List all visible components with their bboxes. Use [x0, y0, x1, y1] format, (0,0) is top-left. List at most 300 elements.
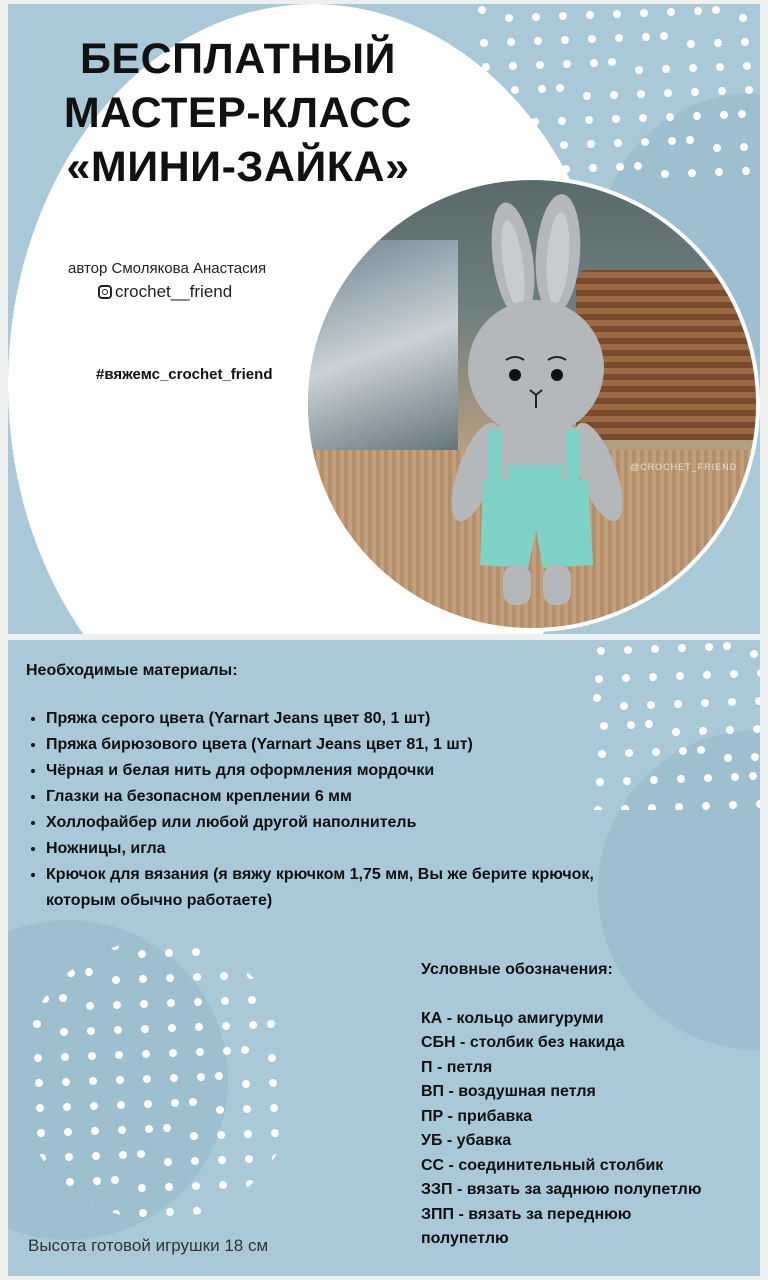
decor-dot — [179, 558, 187, 566]
decor-dot — [34, 1054, 42, 1062]
decor-dot — [720, 111, 728, 119]
decor-dot — [273, 945, 281, 953]
decor-dot — [743, 62, 751, 70]
decor-dot — [740, 143, 748, 151]
decor-dot — [702, 802, 710, 810]
decor-dot — [73, 586, 81, 594]
decor-dot — [667, 8, 675, 16]
dot-pattern — [18, 940, 298, 1220]
decor-dot — [703, 671, 711, 679]
decor-dot — [270, 1104, 278, 1112]
decor-dot — [726, 726, 734, 734]
decor-dot — [595, 675, 603, 683]
decor-dot — [164, 1158, 172, 1166]
decor-dot — [738, 110, 746, 118]
decor-dot — [723, 642, 731, 650]
decor-dot — [252, 459, 260, 467]
decor-dot — [634, 162, 642, 170]
decor-dot — [704, 774, 712, 782]
decor-dot — [255, 612, 263, 620]
decor-dot — [246, 1180, 254, 1188]
decor-dot — [641, 138, 649, 146]
toy-photo — [304, 176, 760, 632]
decor-dot — [559, 12, 567, 20]
decor-dot — [40, 1204, 48, 1212]
decor-dot — [195, 1023, 203, 1031]
decor-dot — [124, 431, 132, 439]
decor-dot — [141, 1025, 149, 1033]
decor-dot — [271, 1129, 279, 1137]
decor-dot — [231, 532, 239, 540]
decor-dot — [98, 561, 106, 569]
decor-dot — [139, 1209, 147, 1217]
decor-dot — [558, 117, 566, 125]
decor-dot — [192, 948, 200, 956]
decor-dot — [694, 7, 702, 15]
decor-dot — [480, 39, 488, 47]
decor-dot — [745, 86, 753, 94]
legend-item: ЗПП - вязать за переднюю — [421, 1205, 632, 1223]
title-line: БЕСПЛАТНЫЙ — [80, 35, 396, 83]
dot-pattern — [53, 424, 343, 634]
decor-dot — [278, 563, 286, 571]
decor-dot — [173, 486, 181, 494]
decor-dot — [197, 1073, 205, 1081]
decor-dot — [119, 1151, 127, 1159]
decor-dot — [215, 1072, 223, 1080]
decor-dot — [111, 942, 119, 950]
decor-dot — [258, 531, 266, 539]
decor-dot — [639, 114, 647, 122]
decor-dot — [93, 1177, 101, 1185]
decor-dot — [249, 1021, 257, 1029]
decor-dot — [40, 970, 48, 978]
decor-dot — [62, 1078, 70, 1086]
decor-dot — [196, 1048, 204, 1056]
decor-dot — [167, 999, 175, 1007]
decor-dot — [507, 38, 515, 46]
decor-dot — [674, 700, 682, 708]
decor-dot — [279, 458, 287, 466]
decor-dot — [693, 112, 701, 120]
decor-dot — [242, 1080, 250, 1088]
decor-dot — [101, 480, 109, 488]
decor-dot — [166, 1208, 174, 1216]
height-note: Высота готовой игрушки 18 см — [28, 1236, 269, 1255]
decor-dot — [712, 6, 720, 14]
decor-dot — [216, 1106, 224, 1114]
decor-dot — [168, 1024, 176, 1032]
decor-dot — [612, 115, 620, 123]
decor-dot — [755, 697, 760, 705]
decor-dot — [114, 1026, 122, 1034]
decor-dot — [479, 144, 487, 152]
decor-dot — [538, 85, 546, 93]
decor-dot — [253, 588, 261, 596]
decor-dot — [660, 32, 668, 40]
decor-dot — [282, 611, 290, 619]
decor-dot — [220, 972, 228, 980]
decor-dot — [509, 62, 517, 70]
decor-dot — [534, 37, 542, 45]
decor-dot — [562, 165, 570, 173]
decor-dot — [668, 137, 676, 145]
dot-pattern — [463, 4, 760, 194]
decor-dot — [283, 506, 291, 514]
decor-dot — [731, 773, 739, 781]
decor-dot — [221, 997, 229, 1005]
decor-dot — [243, 1105, 251, 1113]
decor-dot — [716, 63, 724, 71]
decor-dot — [177, 534, 185, 542]
decor-dot — [66, 1178, 74, 1186]
decor-dot — [121, 512, 129, 520]
legend-title: Условные обозначения: — [421, 961, 613, 978]
decor-dot — [741, 38, 749, 46]
decor-dot — [268, 1054, 276, 1062]
decor-dot — [64, 1128, 72, 1136]
decor-dot — [36, 1104, 44, 1112]
decor-dot — [180, 453, 188, 461]
decor-dot — [193, 1207, 201, 1215]
decor-dot — [193, 973, 201, 981]
decor-dot — [128, 479, 136, 487]
decor-dot — [757, 669, 760, 677]
decor-dot — [71, 562, 79, 570]
decor-dot — [69, 538, 77, 546]
decor-dot — [697, 746, 705, 754]
decor-dot — [244, 1130, 252, 1138]
decor-dot — [113, 1001, 121, 1009]
decor-dot — [99, 456, 107, 464]
decor-dot — [640, 9, 648, 17]
decor-dot — [590, 59, 598, 67]
legend-block — [421, 958, 751, 1252]
decor-dot — [678, 644, 686, 652]
decor-dot — [622, 674, 630, 682]
decor-dot — [714, 39, 722, 47]
decor-dot — [166, 974, 174, 982]
decor-dot — [532, 13, 540, 21]
decor-dot — [201, 614, 209, 622]
decor-dot — [505, 14, 513, 22]
decor-dot — [274, 970, 282, 978]
decor-dot — [151, 430, 159, 438]
decor-dot — [178, 429, 186, 437]
decor-dot — [679, 747, 687, 755]
decor-dot — [728, 698, 736, 706]
decor-dot — [138, 1184, 146, 1192]
decor-dot — [560, 141, 568, 149]
legend-item: ЗЗП - вязать за заднюю полупетлю — [421, 1181, 702, 1198]
decor-dot — [38, 1154, 46, 1162]
cover-card — [8, 4, 760, 634]
decor-dot — [163, 1124, 171, 1132]
decor-dot — [165, 1183, 173, 1191]
decor-dot — [750, 650, 758, 658]
decor-dot — [139, 975, 147, 983]
decor-dot — [613, 10, 621, 18]
decor-dot — [115, 1051, 123, 1059]
decor-dot — [588, 35, 596, 43]
decor-dot — [701, 699, 709, 707]
decor-dot — [642, 33, 650, 41]
instagram-handle: crochet__friend — [115, 282, 233, 301]
decor-dot — [202, 509, 210, 517]
decor-dot — [729, 801, 737, 809]
decor-dot — [589, 164, 597, 172]
materials-title: Необходимые материалы: — [26, 662, 238, 679]
decor-dot — [140, 1000, 148, 1008]
decor-dot — [219, 947, 227, 955]
decor-dot — [251, 564, 259, 572]
decor-dot — [587, 140, 595, 148]
decor-dot — [112, 976, 120, 984]
decor-dot — [154, 583, 162, 591]
decor-dot — [190, 1132, 198, 1140]
decor-dot — [63, 1103, 71, 1111]
decor-dot — [662, 65, 670, 73]
decor-dot — [739, 14, 747, 22]
title-line: «МИНИ-ЗАЙКА» — [66, 143, 410, 191]
decor-dot — [481, 168, 489, 176]
decor-dot — [72, 457, 80, 465]
hashtag: #вяжемс_crochet_friend — [96, 366, 273, 383]
decor-dot — [275, 995, 283, 1003]
legend-item: СС - соединительный столбик — [421, 1156, 664, 1174]
decor-dot — [661, 170, 669, 178]
decor-dot — [597, 647, 605, 655]
decor-dot — [191, 1157, 199, 1165]
decor-dot — [226, 589, 234, 597]
decor-dot — [66, 944, 74, 952]
decor-dot — [192, 1182, 200, 1190]
decor-dot — [174, 615, 182, 623]
decor-dot — [146, 478, 154, 486]
decor-dot — [152, 559, 160, 567]
decor-dot — [93, 943, 101, 951]
decor-dot — [96, 537, 104, 545]
decor-dot — [753, 725, 760, 733]
decor-dot — [715, 168, 723, 176]
decor-dot — [222, 1022, 230, 1030]
materials-card — [8, 640, 760, 1276]
decor-dot — [247, 1205, 255, 1213]
decor-dot — [687, 40, 695, 48]
decor-dot — [724, 754, 732, 762]
legend-item: полупетлю — [421, 1230, 509, 1247]
decor-dot — [165, 949, 173, 957]
decor-dot — [116, 1076, 124, 1084]
decor-dot — [33, 1020, 41, 1028]
decor-dot — [504, 110, 512, 118]
decor-dot — [651, 645, 659, 653]
photo-watermark: @CROCHET_FRIEND — [630, 462, 738, 472]
decor-dot — [169, 1049, 177, 1057]
decor-dot — [672, 728, 680, 736]
decor-dot — [232, 427, 240, 435]
decor-dot — [561, 36, 569, 44]
decor-dot — [41, 995, 49, 1003]
decor-dot — [94, 504, 102, 512]
decor-dot — [142, 1050, 150, 1058]
decor-dot — [730, 670, 738, 678]
decor-dot — [172, 582, 180, 590]
decor-dot — [277, 434, 285, 442]
decor-dot — [60, 1028, 68, 1036]
decor-dot — [686, 136, 694, 144]
decor-dot — [87, 1027, 95, 1035]
decor-dot — [65, 1153, 73, 1161]
decor-dot — [511, 86, 519, 94]
decor-dot — [228, 613, 236, 621]
decor-dot — [218, 1156, 226, 1164]
decor-dot — [756, 800, 760, 808]
decor-dot — [37, 1129, 45, 1137]
decor-dot — [111, 1176, 119, 1184]
decor-dot — [676, 672, 684, 680]
decor-dot — [225, 460, 233, 468]
decor-dot — [276, 530, 284, 538]
decor-dot — [586, 11, 594, 19]
decor-dot — [280, 587, 288, 595]
decor-dot — [175, 510, 183, 518]
decor-dot — [486, 111, 494, 119]
legend-item: П - петля — [421, 1058, 493, 1076]
materials-item: • Крючок для вязания (я вяжу крючком 1,75 мм, Вы же берите крючок, которым обычно работаете) — [46, 862, 656, 914]
decor-dot — [247, 971, 255, 979]
decor-dot — [39, 1179, 47, 1187]
legend-item: ПР - прибавка — [421, 1107, 533, 1125]
decor-dot — [227, 484, 235, 492]
decor-dot — [269, 1079, 277, 1087]
decor-dot — [137, 1150, 145, 1158]
decor-dot — [223, 1047, 231, 1055]
decor-dot — [699, 727, 707, 735]
decor-dot — [97, 432, 105, 440]
decor-dot — [85, 1202, 93, 1210]
decor-dot — [246, 946, 254, 954]
decor-dot — [484, 87, 492, 95]
decor-dot — [219, 1181, 227, 1189]
decor-dot — [89, 1077, 97, 1085]
decor-dot — [531, 118, 539, 126]
decor-dot — [649, 673, 657, 681]
legend-item: УБ - убавка — [421, 1132, 512, 1149]
decor-dot — [272, 1154, 280, 1162]
decor-dot — [125, 560, 133, 568]
decor-dot — [206, 557, 214, 565]
decor-dot — [85, 968, 93, 976]
decor-dot — [241, 1046, 249, 1054]
author-line: автор Смолякова Анастасия — [68, 260, 267, 277]
decor-dot — [478, 6, 486, 14]
decor-dot — [274, 1204, 282, 1212]
decor-dot — [217, 1131, 225, 1139]
decor-dot — [88, 1052, 96, 1060]
legend-item: ВП - воздушная петля — [421, 1083, 596, 1100]
decor-dot — [508, 167, 516, 175]
decor-dot — [204, 533, 212, 541]
decor-dot — [200, 485, 208, 493]
bunny-toy-image — [308, 180, 760, 632]
decor-dot — [616, 163, 624, 171]
decor-dot — [86, 1002, 94, 1010]
decor-dot — [120, 608, 128, 616]
decor-dot — [689, 64, 697, 72]
decor-dot — [666, 113, 674, 121]
decor-dot — [117, 1101, 125, 1109]
decor-dot — [91, 1127, 99, 1135]
decor-dot — [123, 536, 131, 544]
materials-item: • Глазки на безопасном креплении 6 мм — [46, 784, 656, 810]
decor-dot — [256, 507, 264, 515]
decor-dot — [677, 775, 685, 783]
decor-dot — [749, 772, 757, 780]
legend-item: КА - кольцо амигуруми — [421, 1009, 604, 1027]
decor-dot — [614, 139, 622, 147]
decor-dot — [637, 90, 645, 98]
decor-dot — [74, 481, 82, 489]
decor-dot — [250, 426, 258, 434]
decor-dot — [144, 1100, 152, 1108]
decor-dot — [583, 92, 591, 100]
decor-dot — [102, 609, 110, 617]
decor-dot — [624, 646, 632, 654]
decor-dot — [593, 694, 601, 702]
decor-dot — [67, 1203, 75, 1211]
decor-dot — [198, 452, 206, 460]
decor-dot — [150, 535, 158, 543]
materials-item: • Ножницы, игла — [46, 836, 656, 862]
decor-dot — [205, 428, 213, 436]
decor-dot — [688, 169, 696, 177]
decor-dot — [199, 590, 207, 598]
decor-dot — [751, 753, 759, 761]
materials-item: • Пряжа бирюзового цвета (Yarnart Jeans цвет 81, 1 шт) — [46, 732, 656, 758]
decor-dot — [171, 1099, 179, 1107]
decor-dot — [675, 803, 683, 810]
instagram-link[interactable] — [98, 282, 232, 302]
materials-item: • Чёрная и белая нить для оформления мордочки — [46, 758, 656, 784]
page-title — [28, 32, 448, 194]
decor-dot — [153, 454, 161, 462]
decor-dot — [482, 63, 490, 71]
decor-dot — [608, 58, 616, 66]
decor-dot — [245, 1155, 253, 1163]
decor-dot — [224, 556, 232, 564]
decor-dot — [563, 60, 571, 68]
decor-dot — [742, 167, 750, 175]
decor-dot — [705, 643, 713, 651]
title-line: МАСТЕР-КЛАСС — [63, 89, 413, 137]
decor-dot — [248, 996, 256, 1004]
decor-dot — [148, 511, 156, 519]
decor-dot — [615, 34, 623, 42]
decor-dot — [220, 1206, 228, 1214]
materials-item: • Холлофайбер или любой другой наполнитель — [46, 810, 656, 836]
decor-dot — [59, 994, 67, 1002]
decor-dot — [506, 143, 514, 151]
decor-dot — [556, 84, 564, 92]
decor-dot — [281, 482, 289, 490]
decor-dot — [127, 584, 135, 592]
decor-dot — [90, 1102, 98, 1110]
decor-dot — [75, 610, 83, 618]
decor-dot — [273, 1179, 281, 1187]
decor-dot — [535, 166, 543, 174]
decor-dot — [126, 455, 134, 463]
